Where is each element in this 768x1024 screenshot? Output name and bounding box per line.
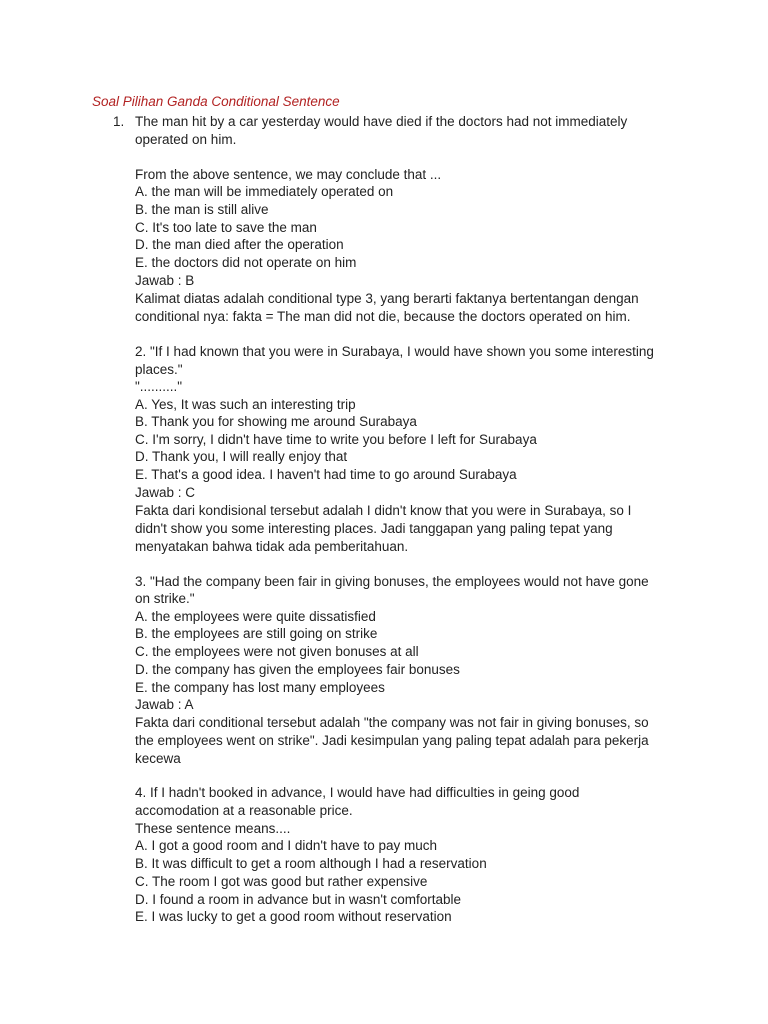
q2-explanation: didn't show you some interesting places. Jadi tanggapan yang paling tepat yang (135, 521, 613, 536)
q4-line: 4. If I hadn't booked in advance, I would have had difficulties in geing good (135, 785, 580, 800)
q4-option-c: C. The room I got was good but rather expensive (135, 874, 428, 889)
q4-option-a: A. I got a good room and I didn't have to pay much (135, 838, 438, 853)
q3-explanation: Fakta dari conditional tersebut adalah "the company was not fair in giving bonuses, so (135, 715, 649, 730)
q3-explanation: kecewa (135, 751, 181, 766)
q4-line: These sentence means.... (135, 821, 291, 836)
q1-explanation: conditional nya: fakta = The man did not die, because the doctors operated on him. (135, 309, 631, 324)
q4-line: accomodation at a reasonable price. (135, 803, 353, 818)
q2-option-e: E. That's a good idea. I haven't had time to go around Surabaya (135, 467, 517, 482)
document-title: Soal Pilihan Ganda Conditional Sentence (92, 94, 340, 109)
q1-option-e: E. the doctors did not operate on him (135, 255, 357, 270)
q1-option-b: B. the man is still alive (135, 202, 269, 217)
q1-explanation: Kalimat diatas adalah conditional type 3, yang berarti faktanya bertentangan dengan (135, 291, 639, 306)
q3-option-e: E. the company has lost many employees (135, 680, 385, 695)
q2-line: ".........." (135, 379, 183, 394)
q2-option-b: B. Thank you for showing me around Surabaya (135, 414, 417, 429)
q1-option-d: D. the man died after the operation (135, 237, 344, 252)
q3-line: 3. "Had the company been fair in giving bonuses, the employees would not have gone (135, 574, 649, 589)
q1-option-c: C. It's too late to save the man (135, 220, 317, 235)
q2-option-c: C. I'm sorry, I didn't have time to write you before I left for Surabaya (135, 432, 537, 447)
question-1-number: 1. (113, 114, 125, 129)
q1-line: From the above sentence, we may conclude that ... (135, 167, 442, 182)
q4-option-d: D. I found a room in advance but in wasn't comfortable (135, 892, 462, 907)
q3-option-c: C. the employees were not given bonuses at all (135, 644, 419, 659)
q1-line: The man hit by a car yesterday would have died if the doctors had not immediately (135, 114, 628, 129)
q1-line: operated on him. (135, 132, 237, 147)
q3-option-b: B. the employees are still going on strike (135, 626, 378, 641)
q3-answer: Jawab : A (135, 697, 194, 712)
q4-option-e: E. I was lucky to get a good room without reservation (135, 909, 452, 924)
q3-option-d: D. the company has given the employees fair bonuses (135, 662, 460, 677)
q3-option-a: A. the employees were quite dissatisfied (135, 609, 376, 624)
q2-explanation: menyatakan bahwa tidak ada pemberitahuan. (135, 539, 409, 554)
q1-answer: Jawab : B (135, 273, 195, 288)
q2-line: places." (135, 362, 183, 377)
q2-answer: Jawab : C (135, 485, 196, 500)
q2-option-a: A. Yes, It was such an interesting trip (135, 397, 356, 412)
q3-line: on strike." (135, 591, 195, 606)
q1-option-a: A. the man will be immediately operated on (135, 184, 394, 199)
q2-explanation: Fakta dari kondisional tersebut adalah I didn't know that you were in Surabaya, so I (135, 503, 632, 518)
q3-explanation: the employees went on strike". Jadi kesimpulan yang paling tepat adalah para pekerja (135, 733, 649, 748)
q2-line: 2. "If I had known that you were in Surabaya, I would have shown you some interesting (135, 344, 654, 359)
q4-option-b: B. It was difficult to get a room although I had a reservation (135, 856, 487, 871)
q2-option-d: D. Thank you, I will really enjoy that (135, 449, 348, 464)
